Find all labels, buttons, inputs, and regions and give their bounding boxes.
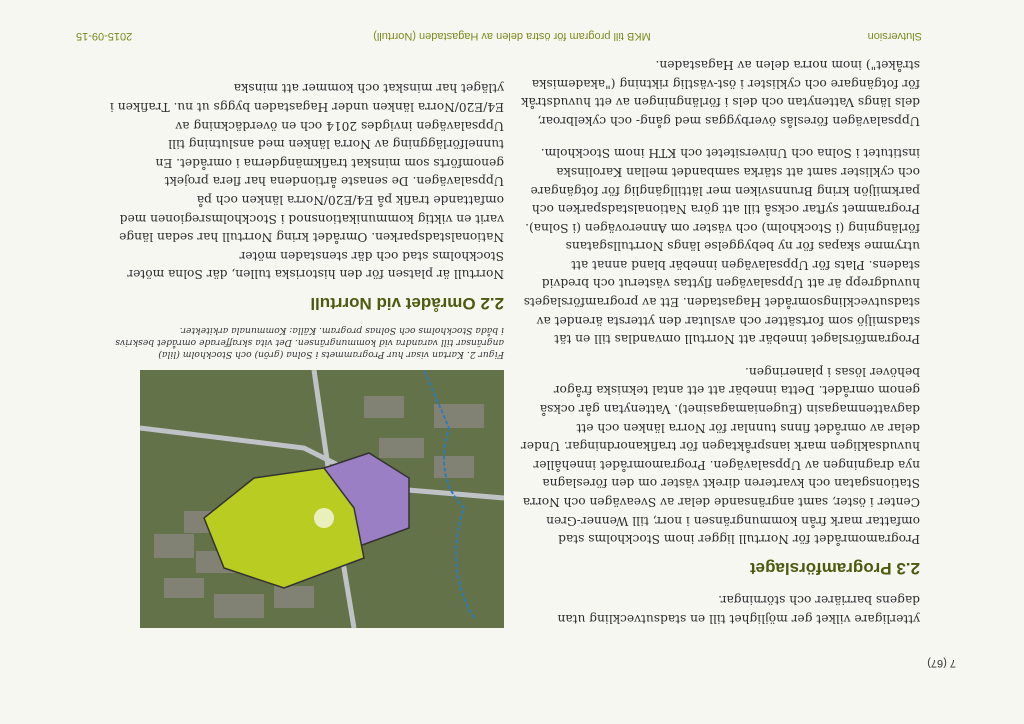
programforslaget-paragraph-3: Uppsalavägen föreslås överbyggas med gång- och cykelbroar, dels längs Vattenytan och dels i förlängningen av ett huvudstråk för fotgängare och cyklister i öst-västlig riktning ("akademiska stråket") inom norra delen av Hagastaden. <box>521 57 920 128</box>
section-heading-norrtull: 2.2 Området vid Norrtull <box>310 294 504 313</box>
right-column <box>104 79 504 628</box>
page-number: 7 (67) <box>927 657 956 669</box>
left-column <box>520 55 920 628</box>
programforslaget-paragraph-1: Programområdet för Norrtull ligger inom Stockholms stad omfattar mark från kommungränsen i norr, till Wenner-Gren Center i öster, samt angränsande delar av Sveavägen och Norra Stationsgatan och kvarteren direkt väster om den föreslagna nya dragningen av Uppsalavägen. Programområdet innehåller huvudsakligen mark ianspråktagen för trafikanordningar. Under delar av området finns tunnlar för Norra länken och ett dagvattenmagasin (Eugeniamagasinet). Vattenytan går också genom området. Detta innebär att ett antal tekniska frågor behöver lösas i planeringen. <box>520 364 920 547</box>
figure-caption: Figur 2. Kartan visar hur Programmets i Solna (grön) och Stockholm (lila) angränsar till varandra vid kommungränsen. Det vita skrafferade området beskrivs i båda Stockholms och Solnas program. Källa: Kommunala arkitekter. <box>115 325 504 360</box>
intro-paragraph: ytterligare vilket ger möjlighet till en stadsutveckling utan dagens barriärer och störningar. <box>557 593 920 626</box>
programforslaget-paragraph-2: Programförslaget innebär att Norrtull omvandlas till en tät stadsmiljö som fortsätter och avslutar den ytterstа ärendet av stadsutvecklingsområdet Hagastaden. Ett av programförslagets huvudgrepp är att Uppsalavägen flyttas västerut och bredvid stadens. Plats för Uppsalavägen innebär bland annat att utrymme skapas för ny bebyggelse längs Norrtullsgatans förlängning (i Stockholm) och väster om Annerovägen (i Solna). Programmet syftar också till att göra Nationalstadsparken och parkmiljön kring Brunnsviken mer lättillgänglig för fotgängare och cyklister samt att stärka sambandet mellan Karolinska institutet i Solna och Universitetet och KTH inom Stockholm. <box>523 146 920 347</box>
section-heading-programforslaget: 2.3 Programförslaget <box>749 558 920 578</box>
map-figure <box>140 370 504 628</box>
header-title: MKB till program för östra delen av Hagastaden (Norrtull) <box>373 30 651 42</box>
map-image <box>140 370 504 628</box>
overlap-area <box>314 508 334 528</box>
norrtull-paragraph-1: Norrtull är platsen för den historiska tullen, där Solna möter Stockholms stad och där stenstaden möter Nationalstadsparken. Området kring Norrtull har sedan länge varit en viktig kommunikationsnod i Stockholmsregionen med omfattande trafik på E4/E20/Norra länken och på Uppsalavägen. De senaste årtiondena har flera projekt genomförts som minskat trafikmängderna i området. En tunnelförläggning av Norra länken med anslutning till Uppsalavägen invigdes 2014 och en överdäckning av E4/E20/Norra länken under Hagastaden byggs ut nu. Trafiken i ytläget har minskat och kommer att minska <box>110 81 504 282</box>
header-date: 2015-09-15 <box>76 30 133 42</box>
header-version: Slutversion <box>867 30 922 42</box>
